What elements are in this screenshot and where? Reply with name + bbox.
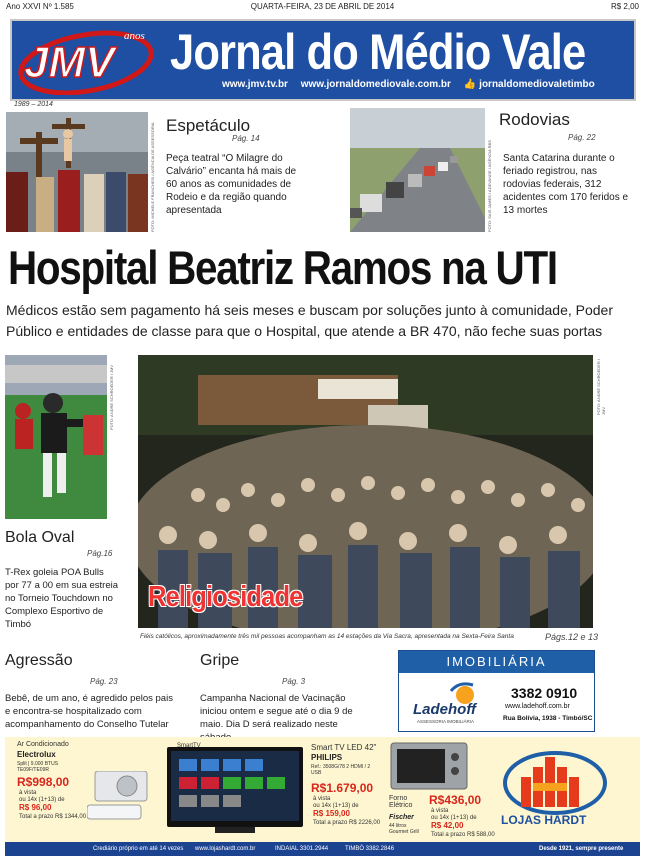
- agressao-text: Bebê, de um ano, é agredido pelos pais e encontra-se hospitalizado com acompanhamento do Conselho Tutelar: [5, 693, 173, 730]
- link-facebook[interactable]: jornaldomediovaletimbo: [479, 79, 595, 90]
- air-conditioner-image: [87, 771, 151, 821]
- newspaper-title: Jornal do Médio Vale: [170, 24, 586, 80]
- main-photo-label: Religiosidade: [148, 581, 303, 613]
- ladehoff-logo: [403, 681, 493, 729]
- gripe-page: Pág. 3: [282, 677, 306, 686]
- ad-p2-parcel: R$ 159,00: [313, 809, 350, 818]
- imobiliaria-address: Rua Bolívia, 1938 - Timbó/SC: [503, 715, 593, 722]
- ad-p1-spec: Split | 9.000 BTUS TE09F/TE09R: [17, 761, 59, 773]
- store-name: LOJAS HARDT: [501, 813, 587, 827]
- ad-p2-brand: PHILIPS: [311, 753, 343, 762]
- oven-image: [389, 741, 469, 791]
- svg-text:JMV: JMV: [24, 38, 115, 87]
- espetaculo-photo: [6, 112, 148, 232]
- ad-since-note: Desde 1921, sempre presente: [539, 846, 624, 852]
- agressao-page: Pág. 23: [90, 677, 118, 686]
- ladehoff-brand: Ladehoff: [413, 701, 477, 718]
- imobiliaria-title: IMOBILIÁRIA: [399, 651, 594, 673]
- masthead: [10, 19, 636, 101]
- ad-p1-ou: ou 14x (1+13) de: [19, 797, 65, 803]
- ad-p3-ou: ou 14x (1+13) de: [431, 815, 477, 821]
- ad-p3-vista: à vista: [431, 808, 449, 814]
- ad-p2-spec: Ref.: 3508G/78 2 HDMI / 2 USB: [311, 764, 371, 776]
- lojas-hardt-ad[interactable]: [5, 737, 640, 855]
- ladehoff-sub: ASSESSORIA IMOBILIÁRIA: [417, 719, 475, 724]
- ad-p1-vista: à vista: [19, 790, 37, 796]
- since-years: 1989 – 2014: [14, 101, 53, 108]
- main-photo: [138, 355, 593, 628]
- bola-oval-photo-credit: FOTO: ANDRÉ SCHROEDER / JMV: [109, 364, 114, 430]
- gripe-title: Gripe: [200, 652, 240, 669]
- rodovias-photo: [350, 108, 485, 232]
- ad-p3-brand: Fischer: [389, 814, 414, 821]
- masthead-links: [222, 79, 605, 90]
- jmv-logo: [16, 25, 156, 95]
- ad-p3-total: Total a prazo R$ 588,00: [431, 832, 495, 838]
- imobiliaria-phone: 3382 0910: [511, 685, 578, 701]
- ad-p3-parcel: R$ 42,00: [431, 821, 464, 830]
- ad-p3-spec: 44 litros Gourmet Grill: [389, 823, 419, 835]
- espetaculo-text: Peça teatral “O Milagre do Calvário” encanta há mais de 60 anos as comunidades de Rodeio e da região quando apresentada: [166, 153, 297, 216]
- main-photo-credit: FOTO: ANDRÉ SCHROEDER / JMV: [596, 359, 606, 415]
- edition-number: Ano XXVI Nº 1.585: [6, 2, 74, 11]
- ad-p2-price: R$1.679,00: [311, 781, 374, 795]
- ad-p1-price: R$998,00: [17, 775, 70, 789]
- imobiliaria-site[interactable]: www.ladehoff.com.br: [505, 703, 570, 710]
- main-subhead: Médicos estão sem pagamento há seis meses e buscam por soluções junto à comunidade, Poder Público e entidades de classe para que o Hospital, que atende a BR 470, não feche suas portas: [6, 302, 614, 339]
- agressao-title: Agressão: [5, 652, 73, 669]
- espetaculo-title: Espetáculo: [166, 116, 251, 135]
- main-photo-pages: Págs.12 e 13: [545, 632, 599, 642]
- ad-timbo-phone: TIMBÓ 3382.2846: [345, 846, 395, 852]
- ad-indaial-phone: INDAIAL 3301.2944: [275, 846, 329, 852]
- ad-p2-title: Smart TV LED 42": [311, 743, 377, 752]
- svg-text:anos: anos: [124, 30, 145, 42]
- main-headline: Hospital Beatriz Ramos na UTI: [8, 241, 557, 294]
- ad-p1-title: Ar Condicionado: [17, 741, 69, 748]
- bola-oval-page: Pág.16: [87, 549, 113, 558]
- ad-p2-total: Total a prazo R$ 2226,00: [313, 820, 381, 826]
- bola-oval-text: T-Rex goleia POA Bulls por 77 a 00 em sua estreia no Torneio Touchdown no Complexo Esportivo de Timbó: [5, 567, 119, 630]
- espetaculo-page: Pág. 14: [232, 134, 260, 143]
- ad-store-site[interactable]: www.lojashardt.com.br: [195, 846, 256, 852]
- rodovias-page: Pág. 22: [568, 133, 596, 142]
- ad-tv-brand: SmartTV: [177, 743, 201, 749]
- rodovias-text: Santa Catarina durante o feriado registrou, nas rodovias federais, 312 acidentes com 170 feridos e 13 mortes: [503, 153, 629, 216]
- rodovias-title: Rodovias: [499, 110, 570, 129]
- rodovias-photo-credit: FOTO: SAIS JAMES / ADEVANDE / AGÊNCIA RBS: [487, 140, 492, 232]
- facebook-icon: 👍: [463, 79, 477, 90]
- link-jmv[interactable]: www.jmv.tv.br: [222, 79, 288, 90]
- ad-p3-price: R$436,00: [429, 793, 482, 807]
- gripe-text: Campanha Nacional de Vacinação iniciou ontem e segue até o dia 9 de maio. Dia D será realizado neste: [200, 693, 353, 730]
- smart-tv-image: [165, 743, 305, 835]
- link-site[interactable]: www.jornaldomediovale.com.br: [300, 79, 451, 90]
- ad-p1-parcel: R$ 96,00: [19, 803, 52, 812]
- espetaculo-photo-credit: FOTO: MICHELE FRANCHESI / AGÊNCIA DE ASSESSORIA: [150, 122, 155, 232]
- bola-oval-title: Bola Oval: [5, 529, 75, 546]
- main-photo-caption: Fiéis católicos, aproximadamente três mil pessoas acompanham as 14 estações da Via Sacra, apresentada na Sexta-Feira Santa: [140, 633, 514, 640]
- ad-p3-title: Forno Elétrico: [389, 795, 413, 809]
- imobiliaria-ad[interactable]: [398, 650, 595, 732]
- edition-date: QUARTA-FEIRA, 23 DE ABRIL DE 2014: [250, 2, 395, 11]
- lojas-hardt-logo: [493, 747, 611, 827]
- bola-oval-photo: [5, 355, 107, 519]
- ad-p2-vista: à vista: [313, 796, 331, 802]
- ad-p1-total: Total a prazo R$ 1344,00: [19, 814, 87, 820]
- ad-credit-note: Crediário próprio em até 14 vezes: [93, 846, 184, 852]
- ad-footer-bar: [5, 842, 640, 856]
- edition-price: R$ 2,00: [610, 2, 639, 11]
- ad-p1-brand: Electrolux: [17, 750, 56, 759]
- ad-p2-ou: ou 14x (1+13) de: [313, 803, 359, 809]
